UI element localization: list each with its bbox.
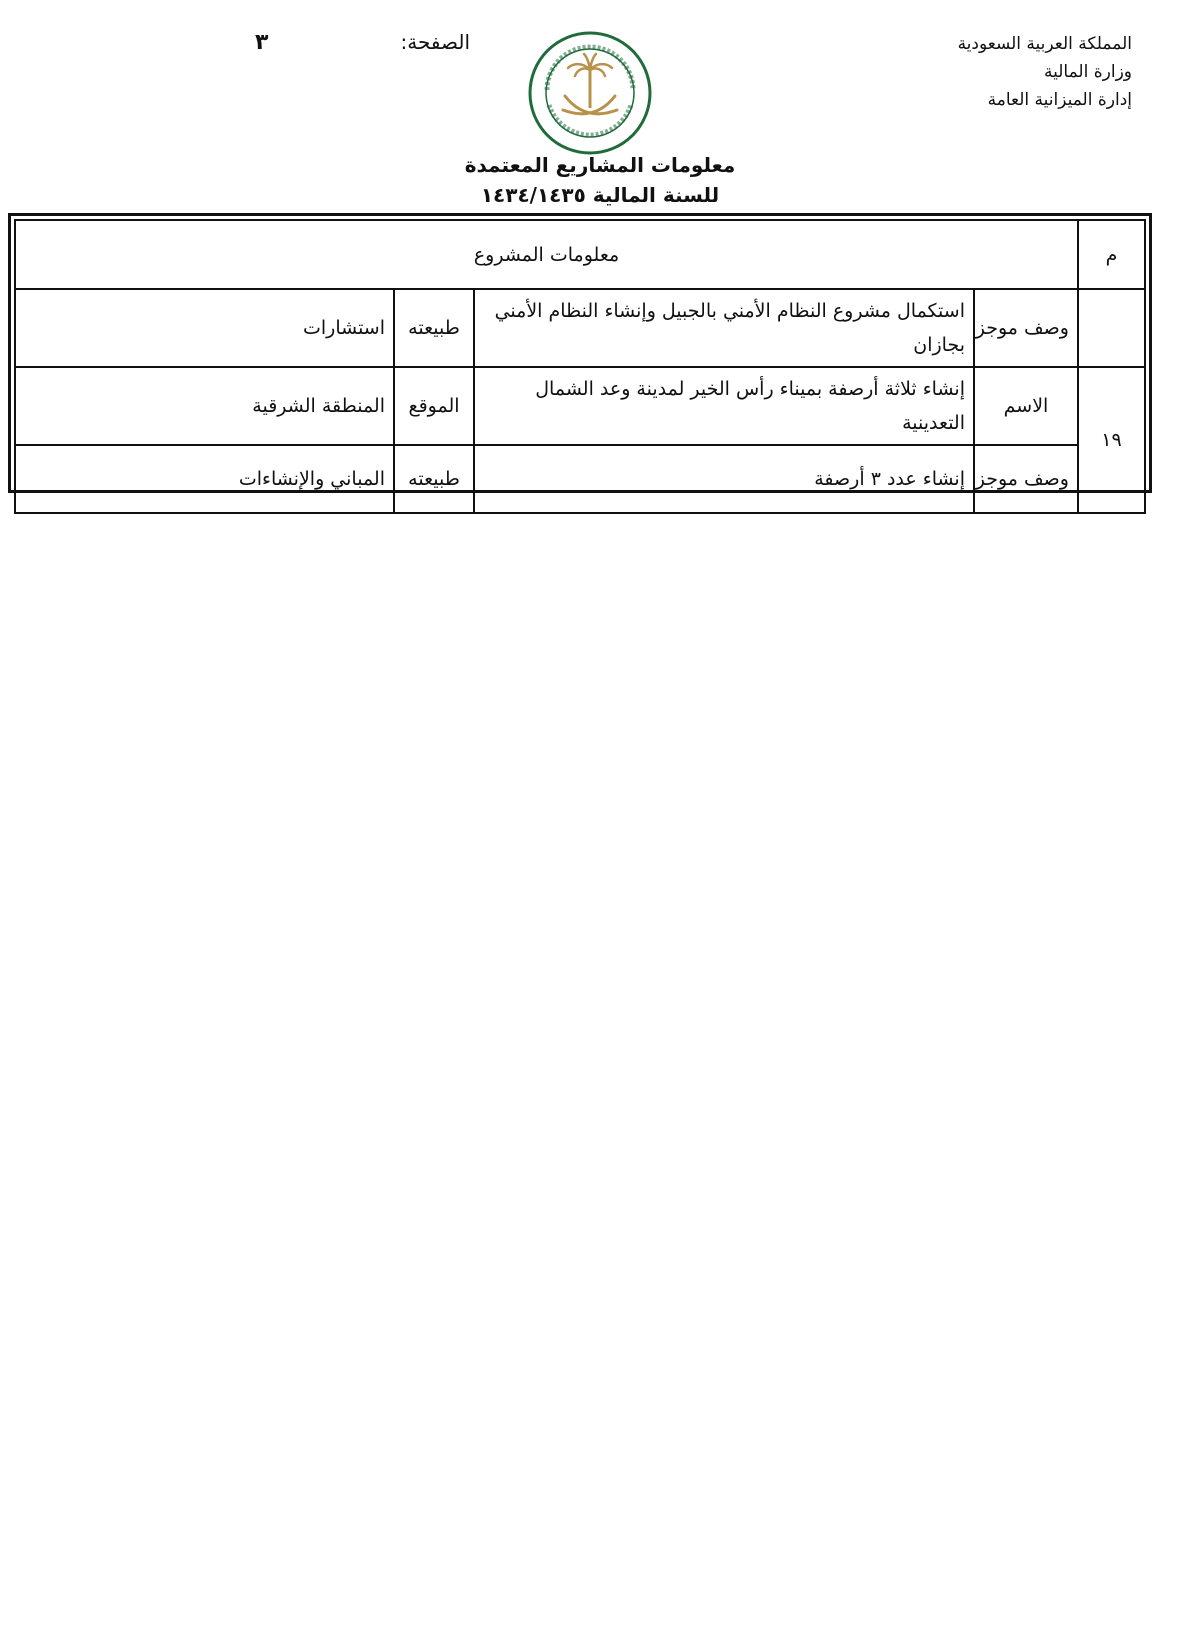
row-label-2: طبيعته [394, 289, 474, 367]
row-value-2: المباني والإنشاءات [15, 445, 394, 513]
row-index-cell: ١٩ [1078, 367, 1145, 513]
row-value-2: المنطقة الشرقية [15, 367, 394, 445]
row-value: استكمال مشروع النظام الأمني بالجبيل وإنشاء النظام الأمني بجازان [474, 289, 974, 367]
table-row [15, 445, 1145, 513]
page-label: الصفحة: [400, 30, 470, 54]
org-country: المملكة العربية السعودية [957, 34, 1132, 54]
ministry-seal-icon [527, 30, 653, 156]
row-label-2: الموقع [394, 367, 474, 445]
row-label: وصف موجز [974, 445, 1078, 513]
col-info-header: معلومات المشروع [15, 220, 1078, 289]
table-row [15, 289, 1145, 367]
row-label: وصف موجز [974, 289, 1078, 367]
projects-table-frame [8, 213, 1152, 493]
row-label-2: طبيعته [394, 445, 474, 513]
row-value-2: استشارات [15, 289, 394, 367]
document-title [0, 150, 1200, 210]
table-row [15, 367, 1145, 445]
table-header-row [15, 220, 1145, 289]
projects-table [14, 219, 1146, 514]
page-number: ٣ [255, 30, 269, 55]
row-value: إنشاء ثلاثة أرصفة بميناء رأس الخير لمدينة وعد الشمال التعدينية [474, 367, 974, 445]
row-label: الاسم [974, 367, 1078, 445]
row-index-cell [1078, 289, 1145, 367]
organization-header [832, 30, 1132, 114]
col-index-header: م [1078, 220, 1145, 289]
row-value: إنشاء عدد ٣ أرصفة [474, 445, 974, 513]
org-department: إدارة الميزانية العامة [987, 90, 1132, 110]
title-line-1: معلومات المشاريع المعتمدة [464, 153, 736, 177]
title-line-2: للسنة المالية ١٤٣٤/١٤٣٥ [480, 183, 720, 207]
org-ministry: وزارة المالية [1044, 62, 1132, 82]
